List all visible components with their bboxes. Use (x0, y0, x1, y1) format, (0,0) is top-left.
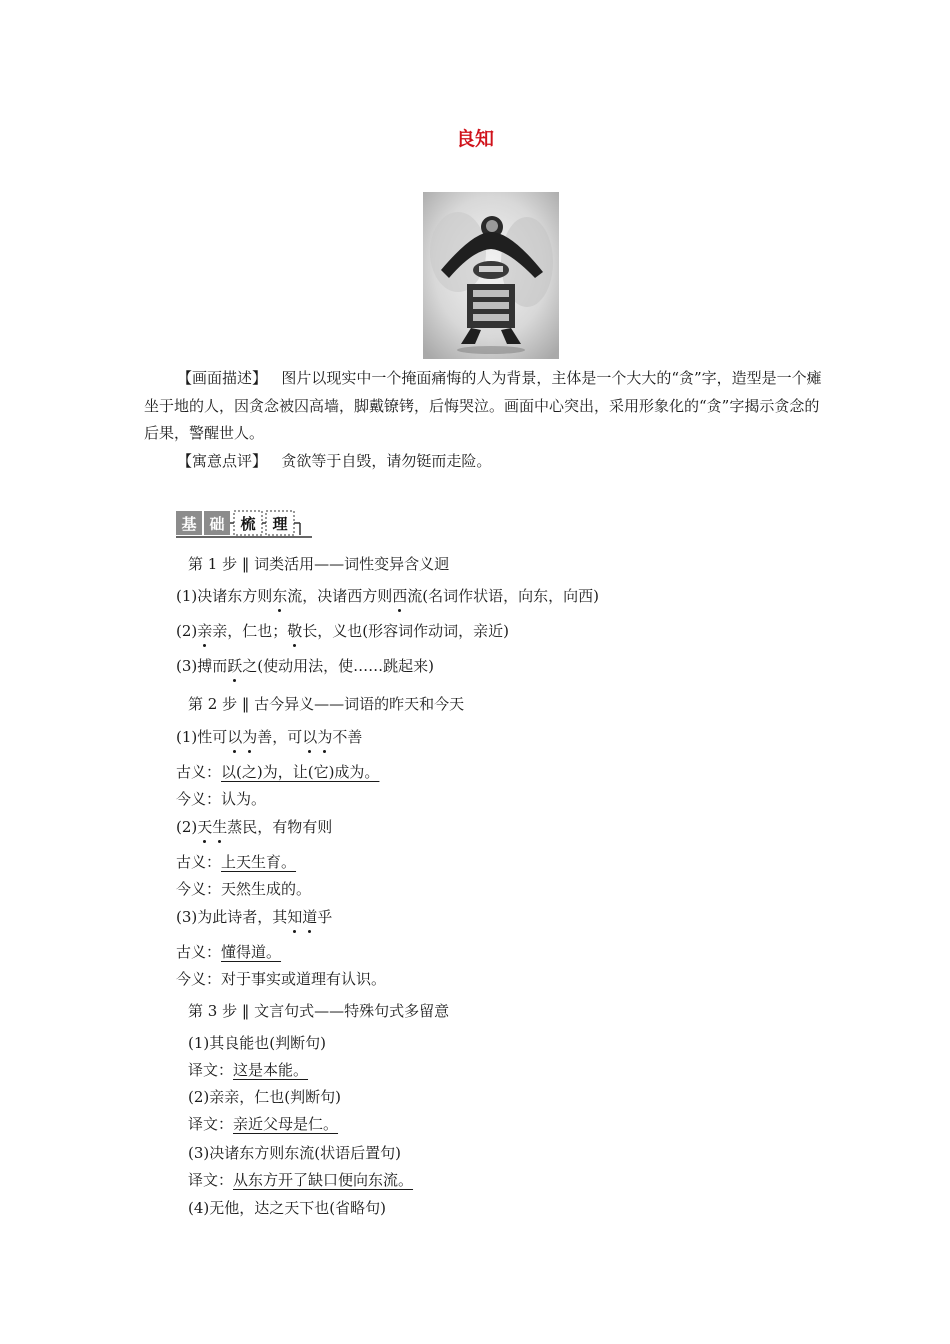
translation-answer: 亲近父母是仁。 (233, 1115, 339, 1133)
description-text: 图片以现实中一个掩面痛悔的人为背景，主体是一个大大的“贪”字，造型是一个瘫坐于地的人，因贪念被囚高墙，脚戴镣铐，后悔哭泣。画面中心突出，采用形象化的“贪”字揭示贪念的后果，警醒世人。 (144, 369, 822, 442)
translation-label: 译文： (188, 1115, 234, 1133)
emphasis-char: 知 (287, 908, 303, 926)
text-segment: (1)决诸东方则 (176, 587, 273, 605)
banner-char-1: 基 (181, 515, 197, 533)
moral-paragraph (144, 448, 824, 476)
ancient-answer: 懂得道。 (221, 943, 282, 961)
banner-char-3: 梳 (240, 515, 256, 533)
emphasis-char: 天 (197, 818, 213, 836)
text-segment: 亲，仁也； (212, 622, 288, 640)
step2-item-2-question (176, 817, 332, 837)
ancient-answer: 上天生育。 (221, 853, 297, 871)
modern-meaning: 认为。 (221, 790, 267, 808)
banner-char-2: 础 (209, 515, 225, 533)
text-segment: (3)为此诗者，其 (176, 908, 288, 926)
description-label: 【画面描述】 (177, 369, 268, 387)
step2-item-2-ancient (176, 852, 296, 872)
emphasis-char: 敬 (287, 622, 303, 640)
illustration-image (423, 192, 559, 359)
modern-meaning: 天然生成的。 (221, 880, 312, 898)
modern-label: 今义： (176, 790, 222, 808)
text-segment: 流，决诸西方则 (287, 587, 393, 605)
step2-item-2-modern (176, 879, 311, 899)
step3-item-2-sentence: (2)亲亲，仁也(判断句) (188, 1088, 341, 1106)
text-segment: 乎 (317, 908, 333, 926)
emphasis-char: 道 (302, 908, 318, 926)
moral-text: 贪欲等于自毁，请勿铤而走险。 (281, 452, 492, 470)
moral-label: 【寓意点评】 (177, 452, 268, 470)
ancient-label: 古义： (176, 943, 222, 961)
step1-header: 第 1 步 ‖ 词类活用——词性变异含义迥 (188, 555, 450, 573)
ancient-answer: 以(之)为，让(它)成为。 (221, 763, 380, 781)
text-segment: 蒸民，有物有则 (227, 818, 333, 836)
text-segment: 之(使动用法，使……跳起来) (242, 657, 434, 675)
step1-item-1 (176, 586, 599, 606)
step2-item-1-question (176, 727, 362, 747)
text-segment: 长，义也(形容词作动词，亲近) (302, 622, 510, 640)
description-paragraph (144, 365, 824, 448)
step2-header: 第 2 步 ‖ 古今异义——词语的昨天和今天 (188, 695, 465, 713)
step3-header: 第 3 步 ‖ 文言句式——特殊句式多留意 (188, 1002, 450, 1020)
text-segment: 不善 (332, 728, 363, 746)
emphasis-char: 生 (212, 818, 228, 836)
step2-item-3-ancient (176, 942, 281, 962)
step2-item-3-question (176, 907, 332, 927)
step3-item-4-sentence: (4)无他，达之天下也(省略句) (188, 1199, 386, 1217)
emphasis-char: 西 (392, 587, 408, 605)
translation-label: 译文： (188, 1171, 234, 1189)
emphasis-char: 为 (242, 728, 258, 746)
banner-char-4: 理 (272, 515, 288, 533)
text-segment: (1)性可 (176, 728, 228, 746)
step1-item-3 (176, 656, 434, 676)
emphasis-char: 为 (317, 728, 333, 746)
step3-item-3-sentence: (3)决诸东方则东流(状语后置句) (188, 1144, 401, 1162)
step3-item-2-translation (188, 1114, 338, 1134)
emphasis-char: 跃 (227, 657, 243, 675)
emphasis-char: 东 (272, 587, 288, 605)
ancient-label: 古义： (176, 853, 222, 871)
step3-item-1-translation (188, 1060, 308, 1080)
page-title: 良知 (455, 128, 494, 150)
step3-item-3-translation (188, 1170, 413, 1190)
emphasis-char: 以 (227, 728, 243, 746)
step2-item-1-ancient (176, 762, 379, 782)
modern-meaning: 对于事实或道理有认识。 (221, 970, 387, 988)
translation-answer: 从东方开了缺口便向东流。 (233, 1171, 414, 1189)
emphasis-char: 以 (302, 728, 318, 746)
modern-label: 今义： (176, 880, 222, 898)
emphasis-char: 亲 (197, 622, 213, 640)
step2-item-1-modern (176, 789, 266, 809)
step3-item-1-sentence: (1)其良能也(判断句) (188, 1034, 326, 1052)
section-banner (176, 508, 316, 542)
text-segment: (2) (176, 622, 198, 640)
ancient-label: 古义： (176, 763, 222, 781)
step2-item-3-modern (176, 969, 386, 989)
text-segment: 善，可 (257, 728, 303, 746)
text-segment: (2) (176, 818, 198, 836)
text-segment: (3)搏而 (176, 657, 228, 675)
step1-item-2 (176, 621, 509, 641)
text-segment: 流(名词作状语，向东，向西) (407, 587, 600, 605)
translation-label: 译文： (188, 1061, 234, 1079)
translation-answer: 这是本能。 (233, 1061, 309, 1079)
modern-label: 今义： (176, 970, 222, 988)
